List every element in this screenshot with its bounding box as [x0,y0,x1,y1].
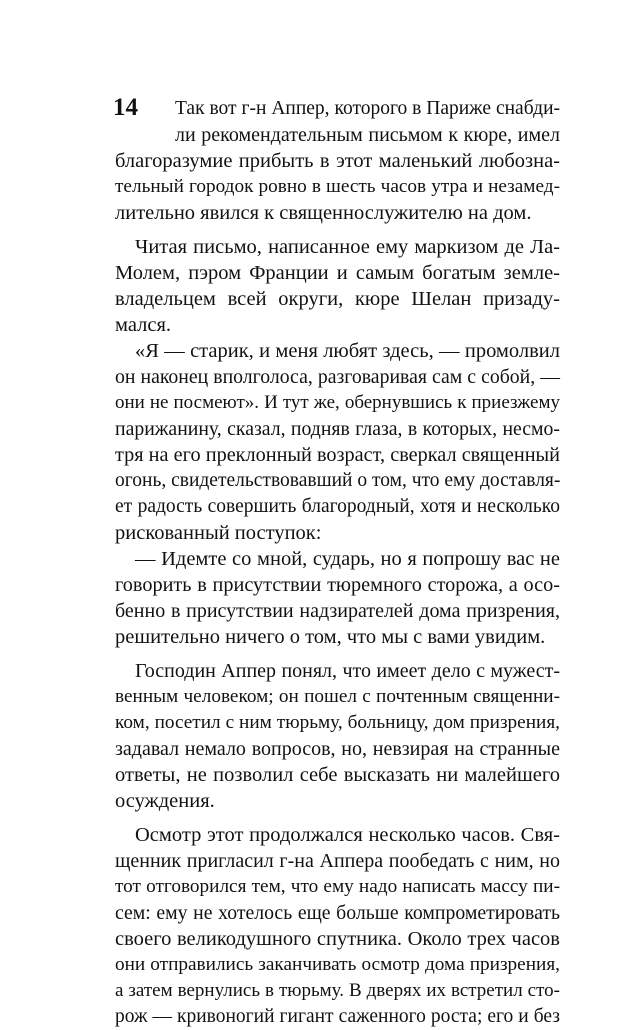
text-line: Так вот г-н Аппер, которого в Париже снабди- [175,98,560,119]
text-line: ком, посетил с ним тюрьму, больницу, дом призрения, [115,712,560,733]
text-line: ет радость совершить благородный, хотя и несколько [115,496,560,517]
text-line: мался. [115,314,171,336]
text-line: тельный городок ровно в шесть часов утра и незамед- [115,176,560,197]
text-line: тот отговорился тем, что ему надо написать массу пи- [115,876,560,897]
body-text [115,96,560,1030]
text-line: тря на его преклонный возраст, сверкал священный [115,444,560,466]
text-line: Молем, пэром Франции и самым богатым земле- [115,262,560,284]
text-line: парижанину, сказал, подняв глаза, в которых, несмо- [115,418,560,440]
text-line: венным человеком; он пошел с почтенным священни- [115,686,560,707]
text-line: благоразумие прибыть в этот маленький любознa- [115,150,560,172]
text-line: Осмотр этот продолжался несколько часов. Свя- [135,824,560,846]
text-line: решительно ничего о том, что мы с вами увидим. [115,626,546,648]
page-number: 14 [113,94,138,121]
text-line: Господин Аппер понял, что имеет дело с мужест- [135,660,560,682]
text-line: осуждения. [115,790,215,812]
text-line: Читая письмо, написанное ему маркизом де Ла- [135,236,560,258]
text-line: ли рекомендательным письмом к кюре, имел [175,124,560,146]
text-line: огонь, свидетельствовавший о том, что ему доставля- [115,470,561,491]
text-line: сем: ему не хотелось еще больше компрометировать [115,902,560,924]
text-line: а затем вернулись в тюрьму. В дверях их встретил сто- [115,980,560,1001]
text-line: говорить в присутствии тюремного сторожа, а осо- [115,574,560,596]
text-line: бенно в присутствии надзирателей дома призрения, [115,600,560,622]
text-line: владельцем всей округи, кюре Шелан призадy- [115,288,560,310]
text-line: он наконец вполголоса, разговаривая сам с собой, — [115,366,560,388]
text-line: задавал немало вопросов, но, невзирая на странные [115,738,560,760]
text-line: они не посмеют». И тут же, обернувшись к приезжему [115,392,560,413]
text-line: «Я — старик, и меня любят здесь, — промолвил [135,340,560,362]
text-line: лительно явился к священнослужителю на дом. [115,202,532,224]
text-line: щенник пригласил г-на Аппера пообедать с ним, но [115,850,560,872]
text-line: ответы, не позволил себе высказать ни малейшего [115,764,560,786]
text-line: своего великодушного спутника. Около трех часов [115,928,560,950]
text-line: они отправились заканчивать осмотр дома призрения, [115,954,560,975]
text-line: рискованный поступок: [115,522,322,544]
text-line: рож — кривоногий гигант саженного роста; его и без [115,1006,560,1027]
text-line: — Идемте со мной, сударь, но я попрошу вас не [135,548,560,570]
